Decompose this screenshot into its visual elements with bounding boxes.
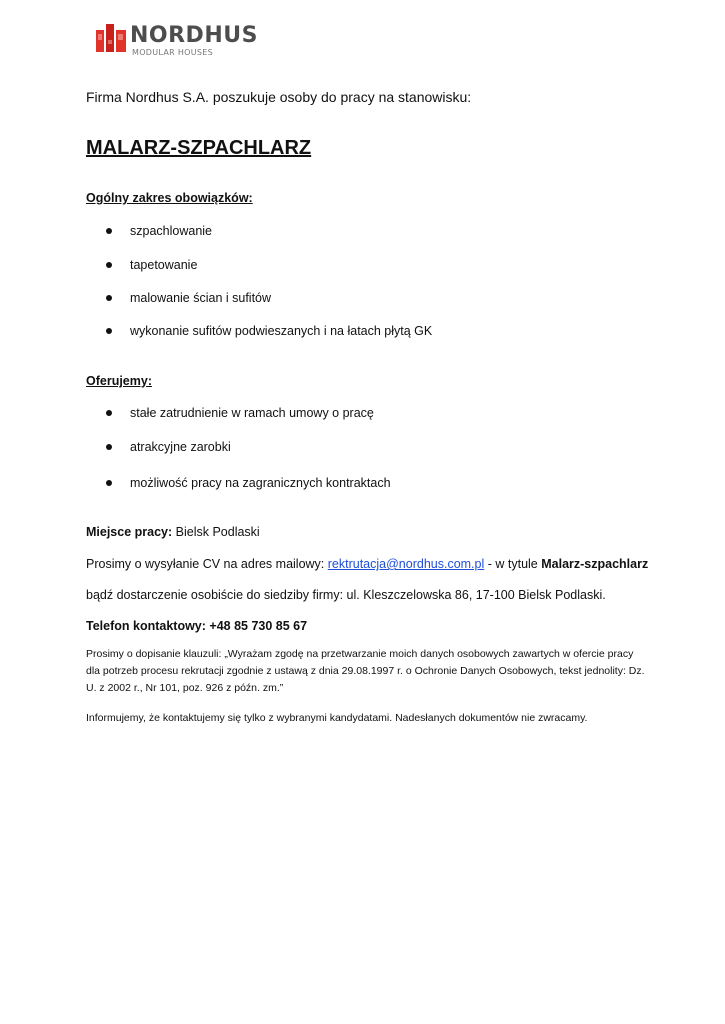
list-item-label: możliwość pracy na zagranicznych kontraktach [130,476,391,490]
list-item-label: atrakcyjne zarobki [130,440,231,454]
bullet-icon [106,295,112,301]
offer-heading: Oferujemy: [86,374,152,388]
workplace-label: Miejsce pracy: [86,525,173,539]
cv-line [86,555,648,573]
logo-name: NORDHUS [130,23,258,48]
cv-middle: - w tytule [484,557,542,571]
intro-text: Firma Nordhus S.A. poszukuje osoby do pracy na stanowisku: [86,89,472,105]
workplace-value: Bielsk Podlaski [172,525,260,539]
phone-line [86,617,307,635]
company-logo [96,20,296,60]
phone-label: Telefon kontaktowy: [86,619,206,633]
bullet-icon [106,228,112,234]
list-item-label: stałe zatrudnienie w ramach umowy o pracę [130,406,374,420]
cv-prefix: Prosimy o wysyłanie CV na adres mailowy: [86,557,328,571]
list-item-label: szpachlowanie [130,224,212,238]
bullet-icon [106,480,112,486]
email-link[interactable]: rektrutacja@nordhus.com.pl [327,557,485,571]
job-title: MALARZ-SZPACHLARZ [86,137,312,159]
cv-subject: Malarz-szpachlarz [541,557,649,571]
phone-number: +48 85 730 85 67 [205,619,308,633]
house-logo-icon [96,22,126,52]
notice-text: Informujemy, że kontaktujemy się tylko z wybranymi kandydatami. Nadesłanych dokumentów nie zwracamy. [86,712,588,724]
address-line: bądź dostarczenie osobiście do siedziby firmy: ul. Kleszczelowska 86, 17-100 Bielsk Podlaski. [86,588,606,602]
bullet-icon [106,328,112,334]
logo-tagline: MODULAR HOUSES [132,48,214,57]
duties-heading: Ogólny zakres obowiązków: [86,191,253,205]
bullet-icon [106,444,112,450]
bullet-icon [106,262,112,268]
workplace-line [86,523,260,541]
list-item-label: tapetowanie [130,258,198,272]
gdpr-clause: Prosimy o dopisanie klauzuli: „Wyrażam zgodę na przetwarzanie moich danych osobowych zawartych w ofercie pracy dla potrzeb procesu rekrutacji zgodnie z ustawą z dnia 29.08.1997 r. o Ochronie Danych Osobowych, tekst jednolity: Dz. U. z 2002 r., Nr 101, poz. 926 z późn. zm.” [86,648,645,694]
bullet-icon [106,410,112,416]
list-item-label: malowanie ścian i sufitów [130,291,272,305]
list-item-label: wykonanie sufitów podwieszanych i na łatach płytą GK [130,324,433,338]
